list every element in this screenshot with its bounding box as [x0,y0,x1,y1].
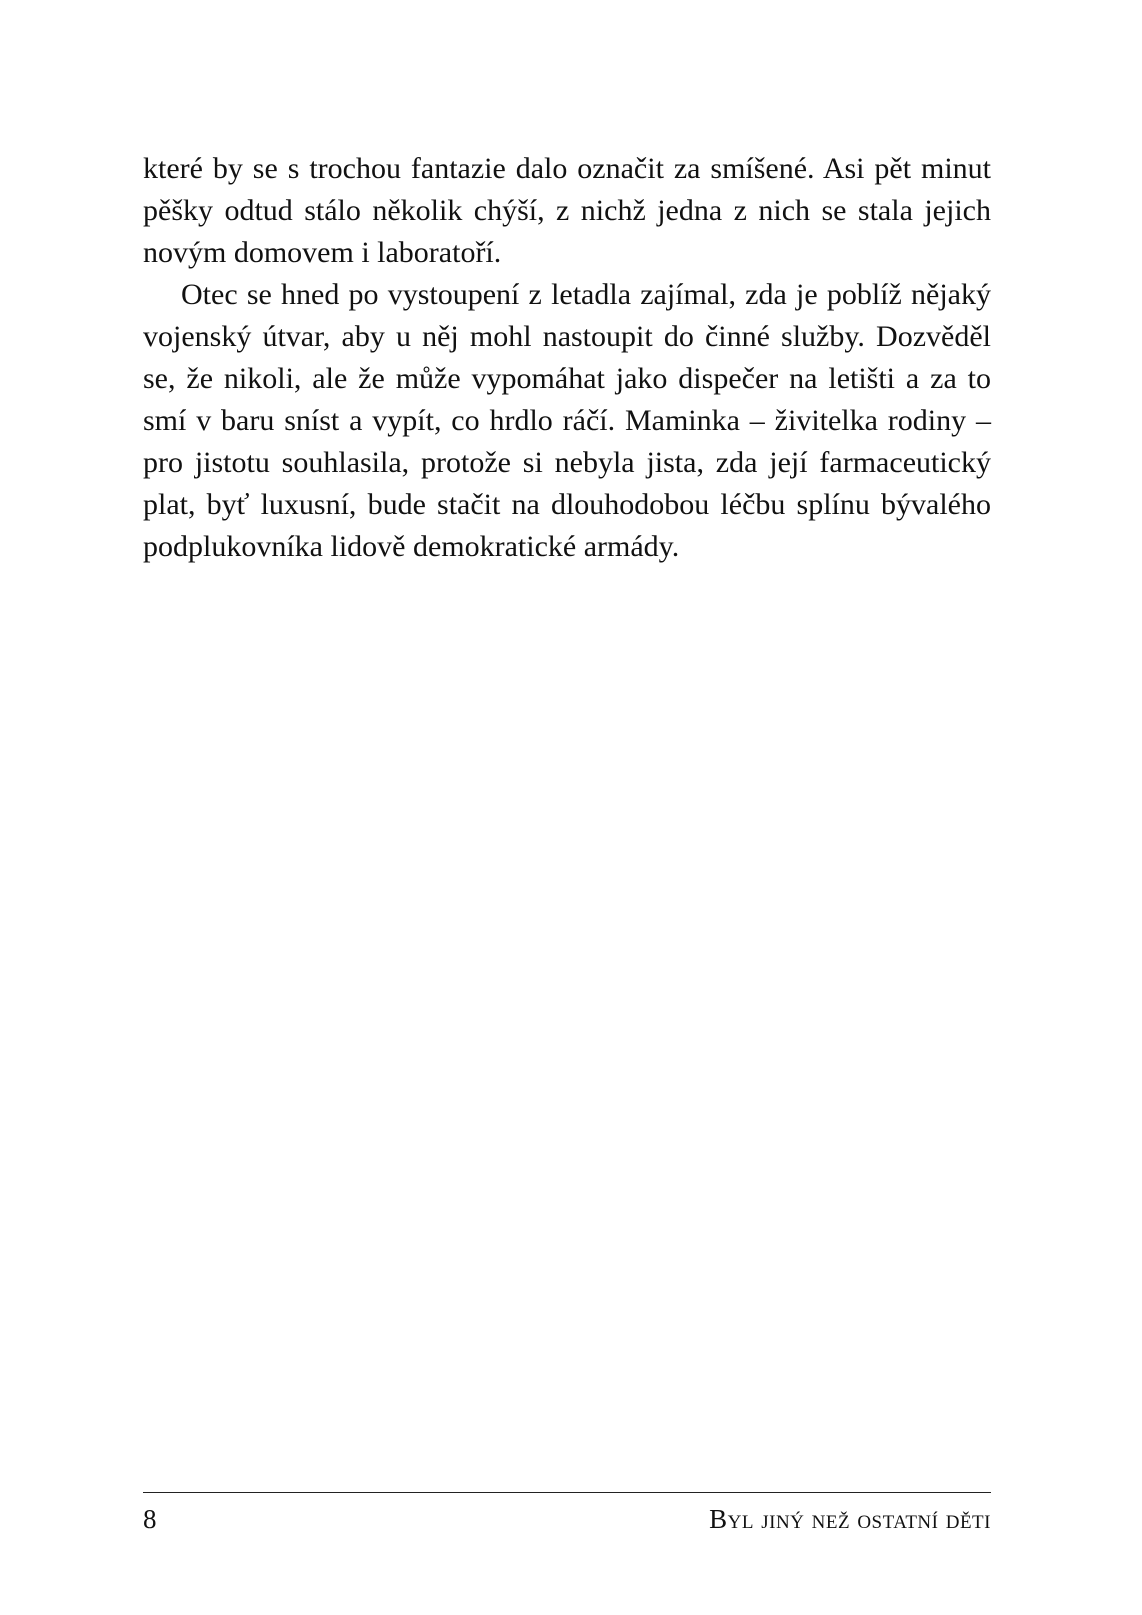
running-title: Byl jiný než ostatní děti [709,1504,991,1534]
paragraph-continuation: které by se s trochou fantazie dalo označit za smíšené. Asi pět minut pěšky odtud stálo několik chýší, z nichž jedna z nich se stala jejich novým domovem i laboratoří. [143,152,991,269]
page-number: 8 [143,1504,157,1534]
footer-divider [143,1492,991,1493]
paragraph: Otec se hned po vystoupení z letadla zajímal, zda je poblíž nějaký vojenský útvar, aby u něj mohl nastoupit do činné služby. Dozvěděl se, že nikoli, ale že může vypomáhat jako dispečer na letišti a za to smí v baru sníst a vypít, co hrdlo ráčí. Maminka – živitelka rodiny – pro jistotu souhlasila, protože si nebyla jista, zda její farmaceutický plat, byť luxusní, bude stačit na dlouhodobou léčbu splínu bývalého podplukovníka lidově demokratické armády. [143,278,991,563]
body-text [143,148,991,568]
